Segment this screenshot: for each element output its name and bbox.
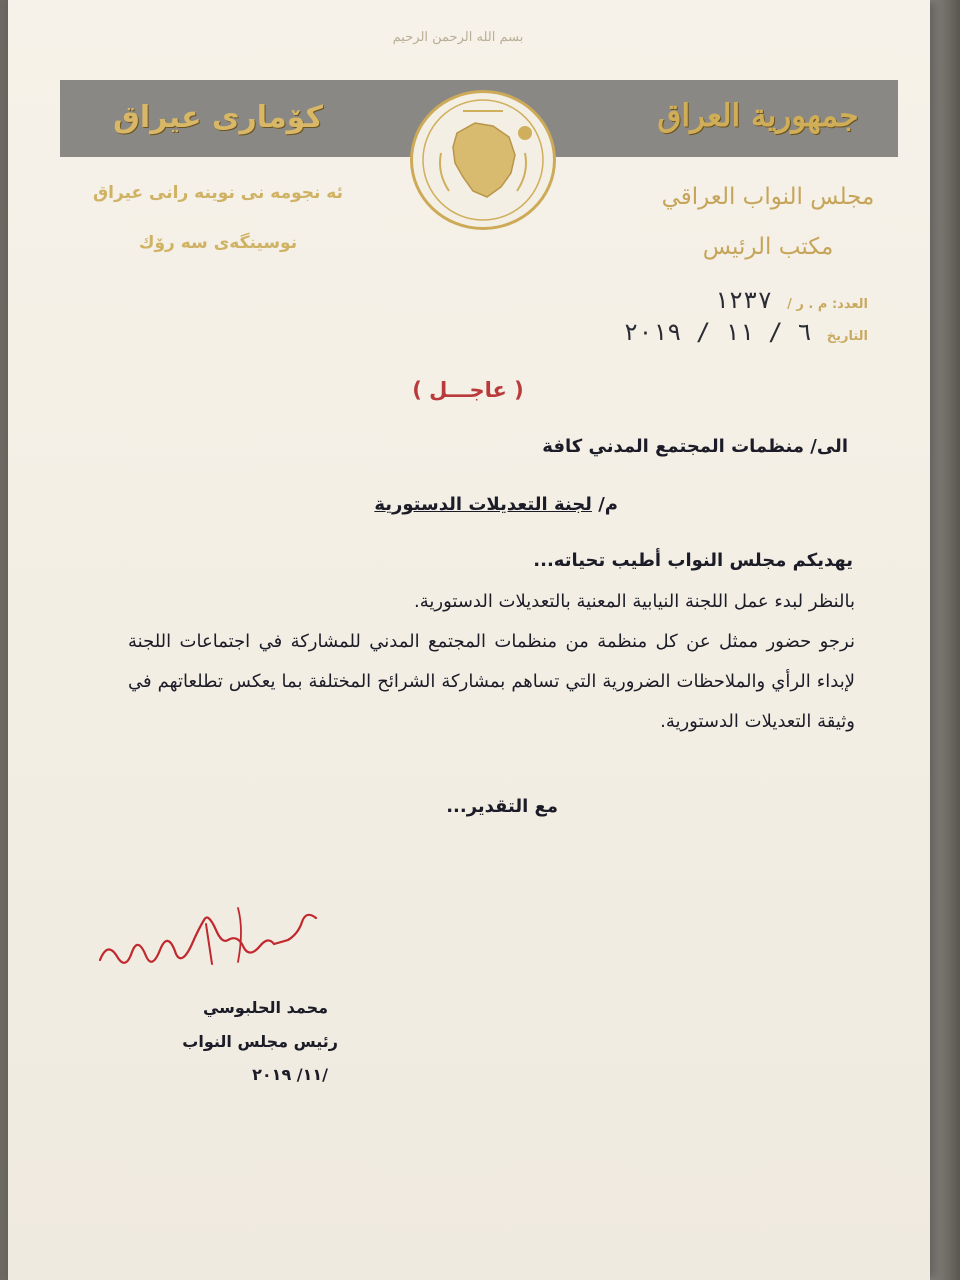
reference-number-label: العدد: م . ر / xyxy=(787,297,868,312)
signature-icon xyxy=(88,900,338,980)
signatory-name: محمد الحلبوسي xyxy=(202,998,328,1017)
letter-body xyxy=(128,582,855,742)
reference-number-row xyxy=(608,286,868,320)
closing: مع التقدير... xyxy=(446,796,558,817)
emblem-icon xyxy=(413,93,553,227)
reference-date-value: ٦ / ١١ / ٢٠١٩ xyxy=(623,318,812,346)
basmala: بسم الله الرحمن الرحيم xyxy=(392,30,524,45)
subject-prefix: م/ xyxy=(598,494,618,515)
subtitle-arabic xyxy=(648,172,888,272)
subtitle-kurdish-line-2: نوسينگه‌ى سه رۆك xyxy=(138,233,298,253)
greeting: يهديكم مجلس النواب أطيب تحياته... xyxy=(533,550,853,571)
subject-text: لجنة التعديلات الدستورية xyxy=(374,494,592,515)
subject-line xyxy=(308,494,618,515)
subtitle-kurdish xyxy=(78,168,358,268)
title-kurdish: كۆمارى عيراق xyxy=(113,100,323,135)
paragraph-2: نرجو حضور ممثل عن كل منظمة من منظمات المجتمع المدني للمشاركة في اجتماعات اللجنة لإبداء الرأي والملاحظات الضرورية التي تساهم بمشاركة الشرائح المختلفة بما يعكس تطلعاتهم في وثيقة التعديلات الدستورية. xyxy=(128,631,855,732)
title-arabic: جمهورية العراق xyxy=(657,98,859,134)
paragraph-1: بالنظر لبدء عمل اللجنة النيابية المعنية بالتعديلات الدستورية. xyxy=(414,591,855,612)
reference-number-value: ١٢٣٧ xyxy=(714,286,773,314)
reference-date-label: التاريخ xyxy=(826,329,868,344)
subtitle-arabic-line-1: مجلس النواب العراقي xyxy=(661,184,875,210)
letter-sheet xyxy=(8,0,930,1280)
addressee: الى/ منظمات المجتمع المدني كافة xyxy=(542,436,848,457)
reference-date-row xyxy=(608,318,868,352)
parliament-emblem xyxy=(410,90,556,230)
background-edge xyxy=(930,0,960,1280)
signatory-date: /١١/ ٢٠١٩ xyxy=(252,1065,328,1084)
signatory-title: رئيس مجلس النواب xyxy=(182,1032,338,1051)
subtitle-kurdish-line-1: ئه نجومه نى نوينه رانى عيراق xyxy=(92,183,344,203)
subtitle-arabic-line-2: مكتب الرئيس xyxy=(702,234,834,260)
urgent-label: ( عاجـــل ) xyxy=(412,378,524,402)
